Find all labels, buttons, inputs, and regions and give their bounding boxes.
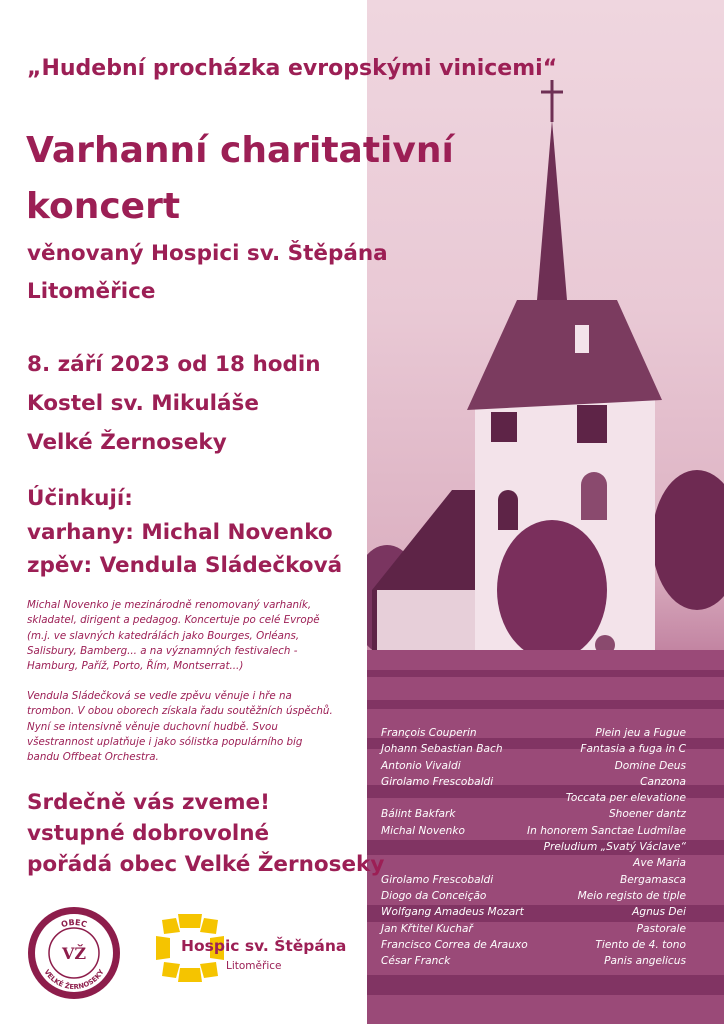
bio-line: Michal Novenko je mezinárodně renomovaný varhaník, (27, 599, 312, 611)
tower-roof (467, 300, 662, 410)
bio-line: Salisbury, Bamberg... a na významných festivalech - (27, 644, 298, 657)
hospice-name: Hospic sv. Štěpána (181, 937, 347, 955)
composer: Francisco Correa de Arauxo (381, 938, 528, 951)
title-line1: Varhanní charitativní (26, 130, 454, 171)
composer: César Franck (381, 955, 451, 968)
work: Pastorale (636, 922, 686, 935)
work: Shoener dantz (608, 808, 686, 821)
program-works (527, 725, 686, 969)
composer (381, 855, 528, 871)
dedication-line2: Litoměřice (27, 279, 156, 304)
composer: Antonio Vivaldi (381, 759, 461, 772)
work: Preludium „Svatý Václave“ (543, 841, 686, 854)
work: Tiento de 4. tono (595, 938, 686, 951)
work: Ave Maria (633, 857, 686, 870)
bio-line: Hamburg, Paříž, Porto, Řím, Montserrat...) (27, 660, 244, 673)
composer: Wolfgang Amadeus Mozart (381, 906, 524, 919)
invite-line1: Srdečně vás zveme! (27, 790, 270, 815)
work: Bergamasca (619, 873, 686, 886)
performers-heading: Účinkují: (27, 486, 133, 511)
work: Fantasia a fuga in C (580, 743, 686, 756)
title-line2: koncert (26, 186, 181, 227)
spire (537, 120, 567, 300)
composer: François Couperin (381, 727, 477, 739)
work: Agnus Dei (632, 906, 686, 919)
composer: Girolamo Frescobaldi (381, 775, 494, 788)
tree (652, 470, 724, 610)
town: Velké Žernoseky (27, 430, 227, 455)
venue: Kostel sv. Mikuláše (27, 391, 259, 416)
dedication-line1: věnovaný Hospici sv. Štěpána (27, 241, 388, 266)
bio-line: (m.j. ve slavných katedrálách jako Bourges, Orléans, (27, 629, 300, 642)
work: Panis angelicus (604, 955, 686, 968)
composer: Bálint Bakfark (381, 808, 456, 821)
svg-text:OBEC: OBEC (60, 917, 89, 930)
composer: Jan Křtitel Kuchař (381, 922, 473, 935)
composer: Diogo da Conceição (381, 889, 487, 902)
work: Toccata per elevatione (565, 792, 686, 805)
work: In honorem Sanctae Ludmilae (527, 824, 686, 837)
work: Plein jeu a Fugue (595, 727, 686, 739)
concert-date: 8. září 2023 od 18 hodin (27, 352, 321, 377)
bio-line: všestrannost uplatňuje i jako sólistka populárního big (27, 735, 303, 748)
work: Meio registo de tiple (577, 889, 686, 902)
clock-icon (491, 412, 517, 442)
svg-text:VŽ: VŽ (61, 944, 87, 963)
bio-line: trombon. V obou oborech získala řadu soutěžních úspěchů. (27, 705, 333, 718)
municipal-stamp-logo (26, 905, 122, 1001)
bio-line: skladatel, dirigent a pedagog. Koncertuje po celé Evropě (27, 614, 320, 627)
performer-vocal: zpěv: Vendula Sládečková (27, 553, 343, 578)
bio-line: Vendula Sládečková se vedle zpěvu věnuje i hře na (27, 690, 292, 702)
bio-line: Nyní se intensivně věnuje duchovní hudbě. Svou (27, 720, 278, 733)
composer (381, 839, 528, 855)
composer: Girolamo Frescobaldi (381, 873, 494, 886)
church-nave (377, 590, 487, 650)
invite-line2: vstupné dobrovolné (27, 821, 270, 846)
program-composers (381, 725, 528, 969)
clock-icon (577, 405, 607, 443)
svg-text:VELKÉ ŽERNOSEKY: VELKÉ ŽERNOSEKY (42, 968, 106, 992)
hospice-city: Litoměřice (226, 960, 282, 972)
bio-line: bandu Offbeat Orchestra. (27, 751, 159, 764)
composer: Michal Novenko (381, 824, 465, 837)
series-title: „Hudební procházka evropskými vinicemi“ (27, 56, 558, 81)
composer (381, 790, 528, 806)
bio-novenko (27, 598, 320, 674)
composer: Johann Sebastian Bach (381, 743, 503, 756)
performer-organ: varhany: Michal Novenko (27, 520, 333, 545)
invite-line3: pořádá obec Velké Žernoseky (27, 852, 385, 877)
bio-sladeckova (27, 689, 333, 765)
work: Domine Deus (614, 759, 686, 772)
work: Canzona (640, 775, 686, 788)
